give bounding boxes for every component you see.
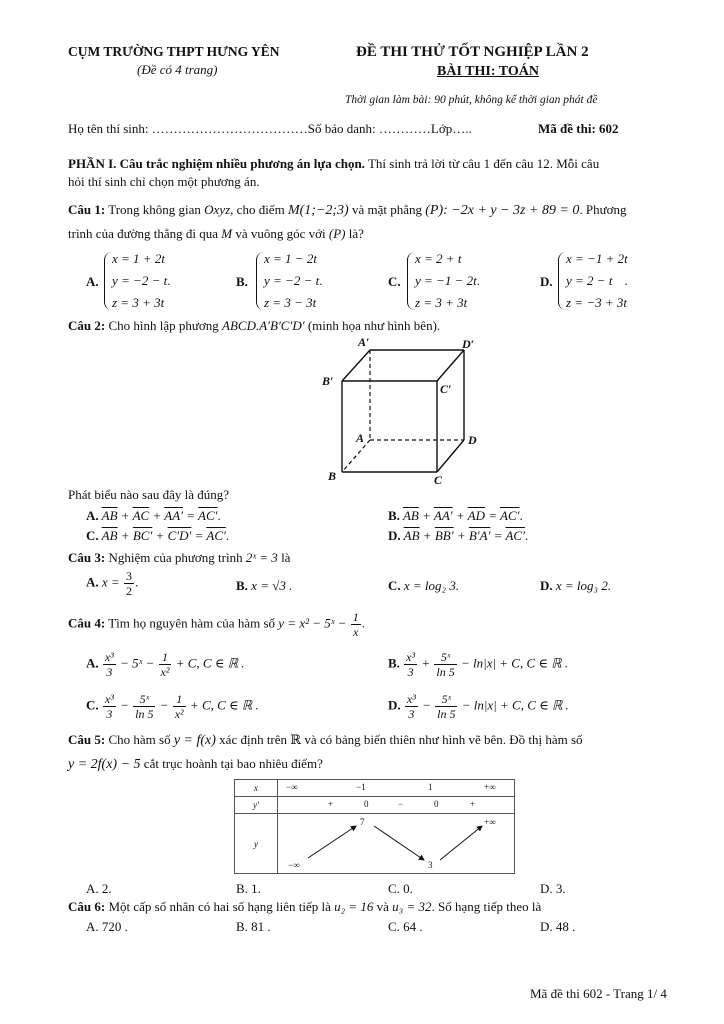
label-b-prime: B′ bbox=[322, 374, 334, 388]
q6-option-b[interactable]: B. 81 . bbox=[236, 919, 271, 934]
label-a-prime: A′ bbox=[358, 335, 370, 349]
question-4: Câu 4: Tìm họ nguyên hàm của hàm số y = x² − 5ˣ − $\frac{1}{x}$ . bbox=[68, 610, 365, 639]
q1-a-line3: z = 3 + 3t bbox=[112, 295, 165, 310]
pages-note: (Đề có 4 trang) bbox=[137, 62, 218, 77]
q1-option-a-letter[interactable]: A. bbox=[86, 274, 99, 289]
q5-option-c[interactable]: C. 0. bbox=[388, 881, 413, 896]
school-name: CỤM TRƯỜNG THPT HƯNG YÊN bbox=[68, 44, 280, 59]
cube-figure bbox=[316, 334, 496, 484]
variation-arrows bbox=[278, 814, 516, 874]
q3-option-a[interactable]: A. x = $\frac{3}{2}$ . bbox=[86, 569, 139, 598]
exam-title: ĐỀ THI THỬ TỐT NGHIỆP LẦN 2 bbox=[356, 44, 589, 60]
label-d: D bbox=[468, 433, 477, 447]
q2-option-c[interactable]: C. $\overline{AB} + BC' + C'D' = AC'$. bbox=[86, 528, 230, 543]
q1-c-line3: z = 3 + 3t bbox=[415, 295, 468, 310]
q1-option-c-letter[interactable]: C. bbox=[388, 274, 401, 289]
part1-line2: hỏi thí sinh chỉ chọn một phương án. bbox=[68, 174, 260, 189]
q1-b-line3: z = 3 − 3t bbox=[264, 295, 317, 310]
q5-option-a[interactable]: A. 2. bbox=[86, 881, 112, 896]
exam-code: 602 bbox=[599, 121, 619, 136]
label-c: C bbox=[434, 473, 443, 484]
q1-c-line1: x = 2 + t bbox=[415, 251, 462, 266]
q5-option-b[interactable]: B. 1. bbox=[236, 881, 261, 896]
row-yprime-label: y′ bbox=[235, 797, 278, 814]
row-y-values: −∞ 7 3 +∞ bbox=[278, 814, 515, 874]
question-3: Câu 3: Nghiệm của phương trình 2ˣ = 3 là bbox=[68, 550, 291, 565]
q1-option-d-letter[interactable]: D. bbox=[540, 274, 553, 289]
question-6: Câu 6: Một cấp số nhân có hai số hạng liên tiếp là u₂ = 16 và u₃ = 32. Số hạng tiếp theo là bbox=[68, 899, 542, 914]
question-2-line1: Câu 2: Cho hình lập phương ABCD.A′B′C′D′ (minh họa như hình bên). bbox=[68, 318, 441, 333]
row-y-label: y bbox=[235, 814, 278, 874]
q2-option-b[interactable]: B. $\overline{AB} + AA' + \overline{AD} = AC'$. bbox=[388, 508, 523, 523]
row-x-label: x bbox=[235, 780, 278, 797]
q1-option-d-brace bbox=[558, 252, 566, 310]
q6-option-a[interactable]: A. 720 . bbox=[86, 919, 128, 934]
q2-option-d[interactable]: D. $\overline{AB} + BB' + B'A' = AC'$. bbox=[388, 528, 529, 543]
time-note: Thời gian làm bài: 90 phút, không kể thời gian phát đề bbox=[345, 94, 598, 106]
label-c-prime: C′ bbox=[440, 382, 452, 396]
q4-option-b[interactable]: B. $\frac{\text{x³}}{3}$ + $\frac{\text{5ˣ}}{\ln 5}$ − ln|x| + C, C ∈ ℝ . bbox=[388, 650, 569, 679]
q4-option-a[interactable]: A. $\frac{\text{x³}}{3}$ − 5ˣ − $\frac{1}{\text{x²}}$ + C, C ∈ ℝ . bbox=[86, 650, 245, 679]
q1-option-b-letter[interactable]: B. bbox=[236, 274, 248, 289]
part1-line1: PHẦN I. Câu trắc nghiệm nhiều phương án lựa chọn. Thí sinh trả lời từ câu 1 đến câu 12. Mỗi câu bbox=[68, 156, 600, 171]
q3-option-b[interactable]: B. x = √3 . bbox=[236, 578, 293, 593]
q1-a-line1: x = 1 + 2t bbox=[112, 251, 165, 266]
row-x-values: −∞ −1 1 +∞ bbox=[278, 780, 515, 797]
label-d-prime: D′ bbox=[462, 337, 475, 351]
variation-table bbox=[234, 779, 515, 874]
q1-b-line1: x = 1 − 2t bbox=[264, 251, 317, 266]
q5-option-d[interactable]: D. 3. bbox=[540, 881, 566, 896]
question-1-line1: Câu 1: Trong không gian Oxyz, cho điểm M(1;−2;3) và mặt phẳng (P): −2x + y − 3z + 89 = 0. Phương bbox=[68, 202, 627, 218]
q2-option-a[interactable]: A. $\overline{AB} + \overline{AC} + AA' = AC'$. bbox=[86, 508, 221, 523]
question-5-line1: Câu 5: Cho hàm số y = f(x) xác định trên ℝ và có bảng biến thiên như hình vẽ bên. Đồ thị hàm số bbox=[68, 732, 583, 748]
q1-c-line2: y = −1 − 2t. bbox=[415, 273, 480, 288]
q6-option-c[interactable]: C. 64 . bbox=[388, 919, 423, 934]
q1-d-line1: x = −1 + 2t bbox=[566, 251, 628, 266]
question-5-line2: y = 2f(x) − 5 cắt trục hoành tại bao nhiêu điểm? bbox=[68, 756, 323, 772]
q6-option-d[interactable]: D. 48 . bbox=[540, 919, 576, 934]
q1-d-line2: y = 2 − t . bbox=[566, 273, 628, 288]
q3-option-c[interactable]: C. x = log₂ 3. bbox=[388, 578, 460, 593]
question-1-line2: trình của đường thẳng đi qua M và vuông góc với (P) là? bbox=[68, 226, 364, 241]
row-yprime-values: + 0 − 0 + bbox=[278, 797, 515, 814]
question-2-statement: Phát biểu nào sau đây là đúng? bbox=[68, 487, 230, 502]
q4-option-d[interactable]: D. $\frac{\text{x³}}{3}$ − $\frac{\text{5ˣ}}{\ln 5}$ − ln|x| + C, C ∈ ℝ . bbox=[388, 692, 569, 721]
q1-option-b-brace bbox=[256, 252, 264, 310]
q3-option-d[interactable]: D. x = log₃ 2. bbox=[540, 578, 612, 593]
subject-title: BÀI THI: TOÁN bbox=[437, 64, 539, 79]
label-a: A bbox=[356, 431, 365, 445]
q1-d-line3: z = −3 + 3t bbox=[566, 295, 627, 310]
exam-code-label: Mã đề thi: 602 bbox=[538, 121, 619, 136]
q4-option-c[interactable]: C. $\frac{\text{x³}}{3}$ − $\frac{\text{5ˣ}}{\ln 5}$ − $\frac{1}{\text{x²}}$ + C, C ∈ ℝ . bbox=[86, 692, 259, 721]
q1-b-line2: y = −2 − t. bbox=[264, 273, 323, 288]
q1-a-line2: y = −2 − t. bbox=[112, 273, 171, 288]
q1-option-a-brace bbox=[104, 252, 112, 310]
candidate-info: Họ tên thí sinh: ………………………………Số báo danh: …………Lớp….. bbox=[68, 121, 472, 136]
label-b: B bbox=[328, 469, 337, 483]
q1-option-c-brace bbox=[407, 252, 415, 310]
page-footer: Mã đề thi 602 - Trang 1/ 4 bbox=[530, 986, 667, 1001]
